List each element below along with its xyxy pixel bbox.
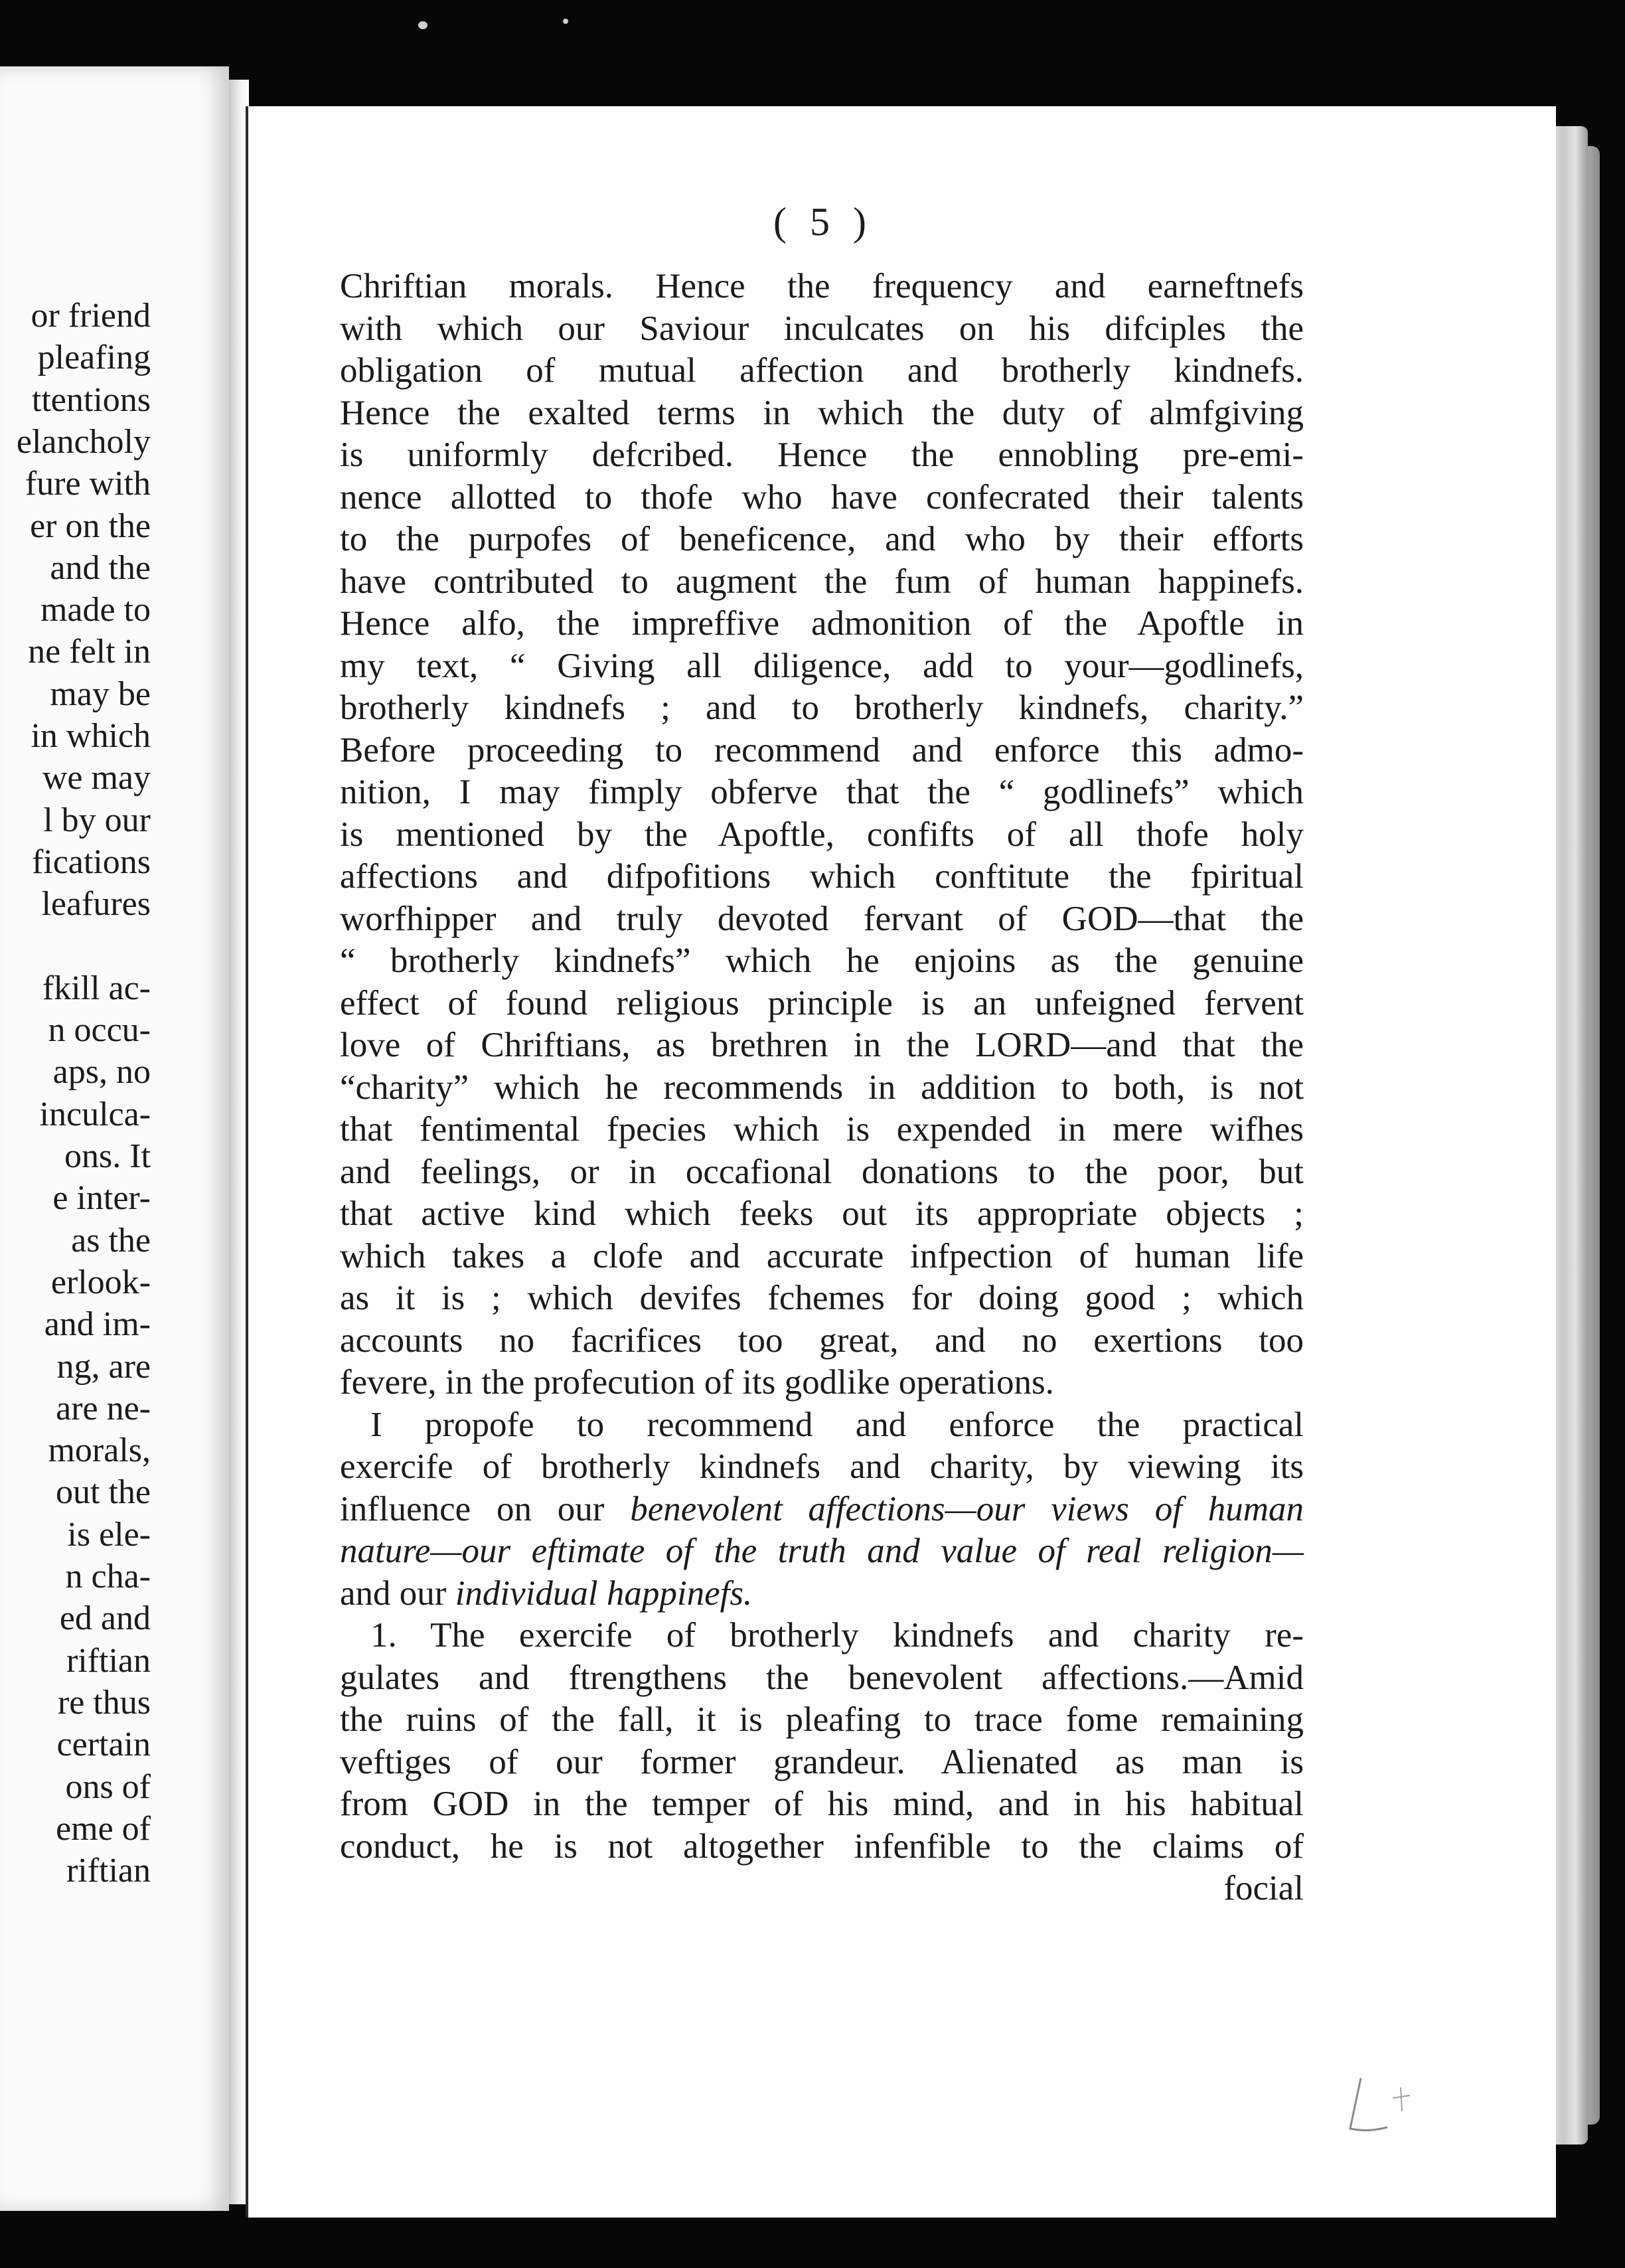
text-line: affections and difpofitions which conftitute the fpiritual (340, 857, 1304, 896)
text-line: nition, I may fimply obferve that the “ godlinefs” which (340, 773, 1304, 811)
left-page-line: riftian (66, 1852, 151, 1890)
left-page-line: l by our (43, 801, 151, 839)
text-line (340, 1489, 1304, 1531)
left-page (0, 66, 229, 2211)
text-line: “charity” which he recommends in addition to both, is not (340, 1068, 1304, 1107)
italic-text: benevolent affections—our views of human (630, 1489, 1304, 1528)
text-line (340, 1530, 1304, 1573)
left-page-line: or friend (31, 297, 151, 335)
left-page-line: as the (71, 1221, 151, 1259)
text-line: accounts no facrifices too great, and no exertions too (340, 1321, 1304, 1360)
left-page-line: e inter- (52, 1179, 151, 1218)
left-page-line: ons of (65, 1767, 151, 1806)
text-line: exercife of brotherly kindnefs and charity, by viewing its (340, 1447, 1304, 1486)
left-page-line: eme of (56, 1809, 151, 1848)
text-line: my text, “ Giving all diligence, add to your—godlinefs, (340, 646, 1304, 685)
right-page-text (340, 266, 1304, 1910)
left-page-line: ng, are (56, 1347, 151, 1386)
left-page-line: erlook- (50, 1263, 151, 1301)
left-page-line: made to (40, 591, 151, 629)
left-page-line: out the (56, 1473, 151, 1512)
text-line: as it is ; which devifes fchemes for doing good ; which (340, 1279, 1304, 1317)
text-line: is mentioned by the Apoftle, confifts of all thofe holy (340, 815, 1304, 854)
text-line: which takes a clofe and accurate infpection of human life (340, 1236, 1304, 1275)
left-page-line: ne felt in (28, 633, 151, 671)
text-line: conduct, he is not altogether infenfible to the claims of (340, 1826, 1304, 1866)
left-page-line: n cha- (65, 1558, 151, 1595)
left-page-line: fure with (25, 465, 151, 503)
text-line: veftiges of our former grandeur. Alienated as man is (340, 1742, 1304, 1781)
left-page-line: inculca- (39, 1095, 151, 1133)
text-line: Chriftian morals. Hence the frequency and earneftnefs (340, 267, 1304, 305)
text-line: “ brotherly kindnefs” which he enjoins as the genuine (340, 941, 1304, 980)
text-line: 1. The exercife of brotherly kindnefs and charity re- (370, 1616, 1304, 1655)
left-page-line: fications (31, 843, 151, 881)
left-page-line: aps, no (52, 1053, 151, 1092)
text-line: effect of found religious principle is an unfeigned fervent (340, 983, 1304, 1022)
left-page-line: and the (50, 548, 151, 587)
paragraph-1 (340, 266, 1304, 1404)
left-page-line: morals, (48, 1431, 151, 1470)
left-page-line: are ne- (56, 1389, 151, 1427)
text-line: I propofe to recommend and enforce the practical (370, 1405, 1304, 1444)
text-line: fevere, in the profecution of its godlike operations. (340, 1363, 1054, 1402)
text-fragment: influence on our (340, 1489, 631, 1528)
text-line: Hence the exalted terms in which the duty of almfgiving (340, 393, 1304, 432)
text-line: that fentimental fpecies which is expended in mere wifhes (340, 1110, 1304, 1149)
left-page-line: ons. It (64, 1137, 151, 1175)
left-page-line: in which (31, 717, 151, 755)
page-number: ( 5 ) (773, 200, 873, 244)
text-line: gulates and ftrengthens the benevolent affections.—Amid (340, 1658, 1304, 1697)
text-line: is uniformly defcribed. Hence the ennobling pre-emi- (340, 436, 1304, 474)
text-fragment: and our (340, 1574, 455, 1613)
left-page-line: is ele- (67, 1515, 151, 1554)
left-page-line: re thus (57, 1683, 151, 1722)
text-line: the ruins of the fall, it is pleafing to trace fome remaining (340, 1700, 1304, 1739)
text-line: with which our Saviour inculcates on his difciples the (340, 309, 1304, 348)
text-line: and feelings, or in occafional donations to the poor, but (340, 1152, 1304, 1191)
left-page-line: leafures (41, 885, 151, 924)
catchword: focial (1223, 1869, 1304, 1907)
left-page-line: certain (56, 1726, 151, 1764)
italic-text: nature—our eftimate of the truth and value of real religion— (340, 1532, 1304, 1570)
left-page-line: riftian (66, 1641, 151, 1680)
text-line: love of Chriftians, as brethren in the LORD—and that the (340, 1026, 1304, 1064)
pencil-mark-icon (1341, 2071, 1421, 2145)
text-line: brotherly kindnefs ; and to brotherly kindnefs, charity.” (340, 688, 1304, 727)
left-page-line: pleafing (37, 339, 151, 377)
text-line: worfhipper and truly devoted fervant of GOD—that the (340, 899, 1304, 938)
dust-speck (418, 21, 427, 29)
left-page-line: ed and (59, 1599, 151, 1638)
paragraph-3 (340, 1615, 1304, 1868)
left-page-line: ttentions (31, 380, 151, 419)
italic-text: individual happinefs. (455, 1574, 753, 1613)
left-page-line: elancholy (16, 422, 151, 461)
paragraph-2 (340, 1404, 1304, 1615)
left-page-line: er on the (30, 507, 151, 545)
text-line: have contributed to augment the fum of human happinefs. (340, 562, 1304, 601)
text-line: Hence alfo, the impreffive admonition of the Apoftle in (340, 604, 1304, 643)
left-page-line: fkill ac- (42, 969, 151, 1007)
left-page-line: and im- (44, 1305, 151, 1344)
left-page-line: may be (50, 675, 151, 713)
left-page-line: n occu- (48, 1011, 151, 1050)
text-line (340, 1573, 1304, 1615)
text-line: from GOD in the temper of his mind, and in his habitual (340, 1785, 1304, 1823)
text-line: Before proceeding to recommend and enforce this admo- (340, 730, 1304, 770)
text-line: that active kind which feeks out its appropriate objects ; (340, 1194, 1304, 1233)
left-page-line: we may (42, 759, 151, 797)
dust-speck (563, 19, 568, 24)
text-line: to the purpofes of beneficence, and who by their efforts (340, 520, 1304, 558)
text-line: obligation of mutual affection and brotherly kindnefs. (340, 351, 1304, 390)
text-line: nence allotted to thofe who have confecrated their talents (340, 477, 1304, 517)
